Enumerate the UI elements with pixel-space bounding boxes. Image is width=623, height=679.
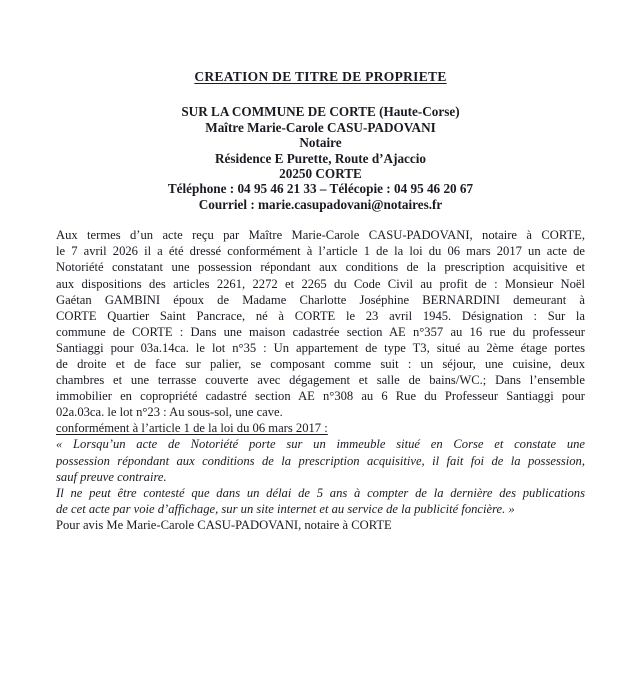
body-line: Notoriété constatant une possession répondant aux conditions de la prescription acquisitive et: [56, 260, 585, 275]
body-line: aux dispositions des articles 2261, 2272 et 2265 du Code Civil au profit de : Monsieur Noël: [56, 276, 585, 291]
office-line-notary-name: Maître Marie-Carole CASU-PADOVANI: [205, 119, 436, 135]
office-line-phone: Téléphone : 04 95 46 21 33 – Télécopie : 04 95 46 20 67: [167, 181, 474, 197]
body-line: chambres et une terrasse couverte avec dégagement et salle de bains/WC.; Dans l’ensemble: [56, 373, 585, 388]
office-line-commune: SUR LA COMMUNE DE CORTE (Haute-Corse): [181, 104, 460, 120]
notary-office-block: [56, 104, 585, 212]
body-line: 02a.03ca. le lot n°23 : Au sous-sol, une cave.: [56, 405, 283, 420]
reference-line: conformément à l’article 1 de la loi du 06 mars 2017 :: [56, 421, 328, 436]
quote-line: « Lorsqu’un acte de Notoriété porte sur un immeuble situé en Corse et constate une: [56, 437, 585, 452]
notice-body: [56, 227, 585, 533]
document-title: CREATION DE TITRE DE PROPRIETE: [194, 69, 447, 84]
office-line-address: Résidence E Purette, Route d’Ajaccio: [214, 150, 427, 166]
body-line: CORTE Quartier Saint Pancrace, né à CORTE le 23 avril 1945. Désignation : Sur la: [56, 308, 585, 323]
body-line: commune de CORTE : Dans une maison cadastrée section AE n°357 au 16 rue du professeur: [56, 324, 585, 339]
quote-line: sauf preuve contraire.: [56, 469, 167, 484]
office-line-city: 20250 CORTE: [279, 166, 362, 182]
body-line: Aux termes d’un acte reçu par Maître Marie-Carole CASU-PADOVANI, notaire à CORTE,: [56, 228, 585, 243]
quote-line: possession répondant aux conditions de la prescription acquisitive, il fait foi de la possession,: [56, 453, 585, 468]
quote-line: de cet acte par voie d’affichage, sur un site internet et au service de la publicité foncière. »: [56, 501, 515, 516]
body-line: le 7 avril 2026 il a été dressé conformément à l’article 1 de la loi du 06 mars 2017 un acte de: [56, 244, 585, 259]
body-line: Santiaggi pour 03a.14ca. le lot n°35 : Un appartement de type T3, situé au 2ème étage portes: [56, 340, 585, 355]
office-line-email: Courriel : marie.casupadovani@notaires.fr: [198, 196, 443, 212]
body-line: immobilier en copropriété cadastré section AE n°308 au 6 Rue du Professeur Santiaggi pour: [56, 389, 585, 404]
body-line: de droite et de face sur palier, se composant comme suit : un séjour, une cuisine, deux: [56, 357, 585, 371]
body-line: Gaétan GAMBINI époux de Madame Charlotte Joséphine BERNARDINI demeurant à: [56, 292, 585, 307]
quote-line: Il ne peut être contesté que dans un délai de 5 ans à compter de la dernière des publications: [56, 485, 585, 500]
office-line-role: Notaire: [299, 135, 342, 151]
closing-line: Pour avis Me Marie-Carole CASU-PADOVANI, notaire à CORTE: [56, 517, 392, 532]
notice-document: [56, 69, 585, 533]
